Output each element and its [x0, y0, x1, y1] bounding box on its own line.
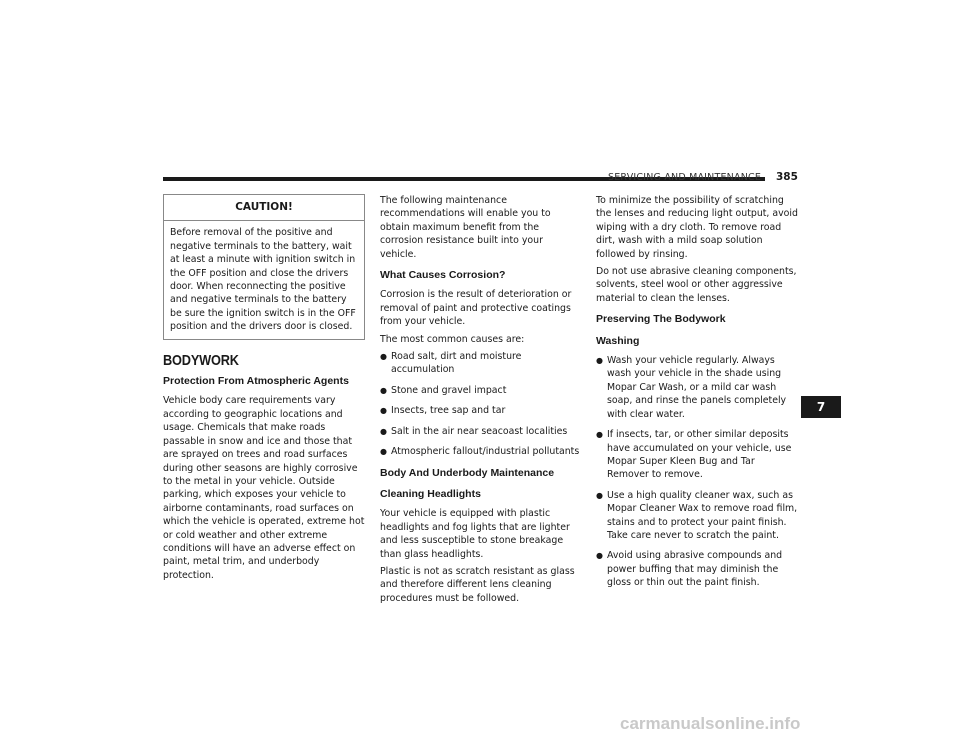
list-item: ● Avoid using abrasive compounds and power buffing that may diminish the gloss or thin out the paint finish.	[596, 550, 783, 589]
list-item: ● If insects, tar, or other similar deposits have accumulated on your vehicle, use Mopar Super Kleen Bug and Tar Remover to remove.	[596, 429, 792, 481]
bullet-icon: ●	[380, 426, 387, 436]
bullet-icon: ●	[380, 447, 387, 457]
list-item: ● Atmospheric fallout/industrial pollutants	[380, 446, 580, 458]
lens-text-2: Do not use abrasive cleaning components, solvents, steel wool or other aggressive material to clean the lenses.	[596, 266, 797, 304]
caution-title: CAUTION!	[164, 195, 364, 221]
preserving-heading: Preserving The Bodywork	[596, 313, 726, 326]
column-3	[596, 194, 799, 597]
column-2	[380, 194, 580, 609]
list-item: ● Wash your vehicle regularly. Always wash your vehicle in the shade using Mopar Car Wash, or a mild car wash soap, and rinse the panels completely with clear water.	[596, 355, 787, 420]
washing-list	[596, 354, 799, 590]
corrosion-text: Corrosion is the result of deterioration or removal of paint and protective coatings from your vehicle.	[380, 289, 572, 328]
caution-body: Before removal of the positive and negative terminals to the battery, wait at least a minute with ignition switch in the OFF position and close the drivers door. When reconnecting the positive and negative terminals to the battery be sure the ignition switch is in the OFF position and the drivers door is closed.	[170, 227, 356, 333]
list-item: ● Stone and gravel impact	[380, 384, 507, 396]
column-1	[163, 194, 365, 586]
lens-text-1: To minimize the possibility of scratching the lenses and reducing light output, avoid wiping with a dry cloth. To remove road dirt, wash with a mild soap solution followed by rinsing.	[596, 195, 798, 260]
bullet-icon: ●	[380, 385, 387, 395]
headlights-heading: Cleaning Headlights	[380, 487, 481, 500]
underbody-heading: Body And Underbody Maintenance	[380, 466, 555, 479]
bodywork-title: BODYWORK	[163, 351, 239, 369]
header-section-title: SERVICING AND MAINTENANCE	[608, 172, 762, 183]
bullet-icon: ●	[596, 551, 603, 561]
page-number: 385	[776, 171, 798, 183]
protection-text: Vehicle body care requirements vary according to geographic locations and usage. Chemicals that make roads passable in snow and ice and those that are sprayed on trees and road surfaces during other seasons are highly corrosive to the metal in your vehicle. Outside parking, which exposes your vehicle to airborne contaminants, road surfaces on which the vehicle is operated, extreme hot or cold weather and other extreme conditions will have an adverse effect on paint, metal trim, and underbody protection.	[163, 395, 365, 581]
washing-heading: Washing	[596, 334, 640, 347]
caution-box	[163, 194, 365, 340]
watermark: carmanualsonline.info	[620, 714, 801, 733]
chapter-tab: 7	[801, 396, 841, 418]
protection-heading: Protection From Atmospheric Agents	[163, 375, 349, 388]
headlights-text-1: Your vehicle is equipped with plastic headlights and fog lights that are lighter and less susceptible to stone breakage than glass headlights.	[380, 508, 570, 560]
bullet-icon: ●	[596, 490, 603, 500]
list-item: ● Salt in the air near seacoast localities	[380, 425, 568, 437]
causes-intro: The most common causes are:	[380, 333, 525, 345]
bullet-icon: ●	[596, 430, 603, 440]
list-item: ● Use a high quality cleaner wax, such as Mopar Cleaner Wax to remove road film, stains and to protect your paint finish. Take care never to scratch the paint.	[596, 489, 798, 541]
bullet-icon: ●	[380, 406, 387, 416]
bullet-icon: ●	[596, 356, 603, 366]
headlights-text-2: Plastic is not as scratch resistant as glass and therefore different lens cleaning procedures must be followed.	[380, 565, 575, 604]
intro-text: The following maintenance recommendations will enable you to obtain maximum benefit from the corrosion resistance built into your vehicle.	[380, 195, 551, 260]
bullet-icon: ●	[380, 352, 387, 362]
list-item: ● Road salt, dirt and moisture accumulation	[380, 351, 522, 376]
causes-list	[380, 350, 580, 458]
list-item: ● Insects, tree sap and tar	[380, 405, 506, 417]
corrosion-heading: What Causes Corrosion?	[380, 269, 506, 282]
